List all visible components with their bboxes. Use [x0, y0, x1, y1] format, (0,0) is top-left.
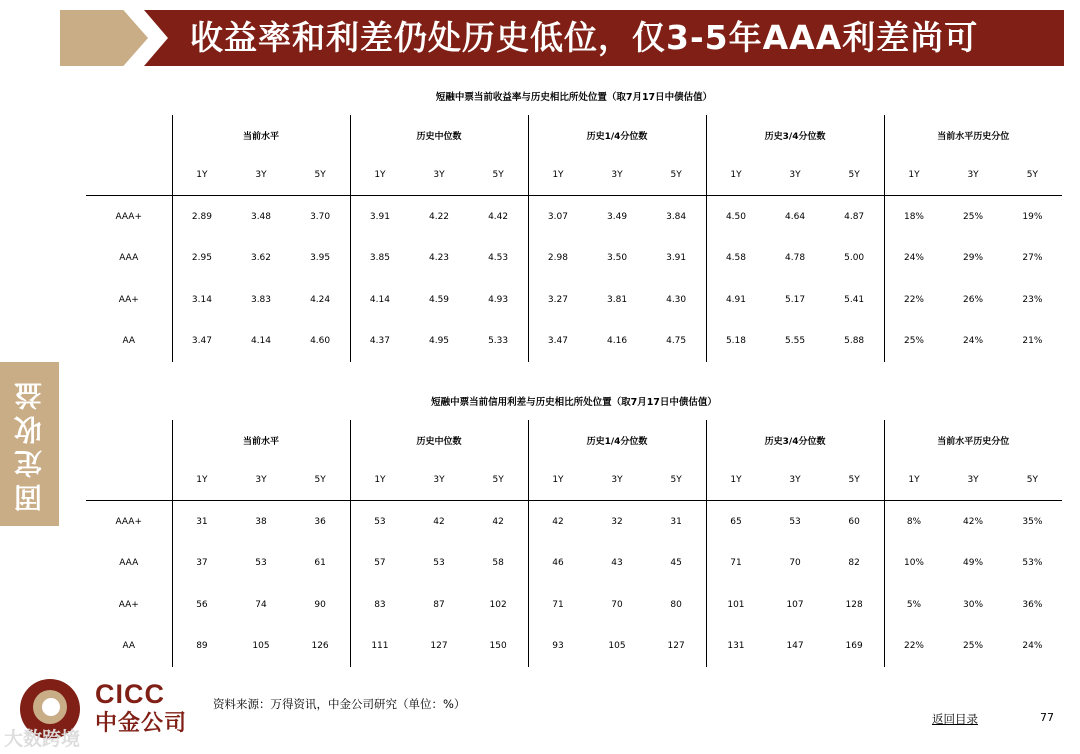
tenor-header: 1Y [528, 155, 587, 196]
value-cell: 87 [433, 599, 445, 610]
tenor-header: 3Y [587, 460, 646, 501]
table-row [86, 238, 1062, 280]
cicc-logo-chinese: 中金公司 [95, 711, 188, 736]
value-cell: 42% [963, 516, 984, 527]
value-cell: 89 [172, 626, 231, 668]
value-cell: 4.95 [428, 336, 450, 347]
value-cell: 4.87 [844, 211, 865, 222]
value-cell: 80 [670, 599, 682, 610]
tenor-header: 1Y [350, 155, 409, 196]
value-cell: 4.14 [250, 336, 272, 347]
value-cell: 3.81 [607, 294, 628, 305]
table1-caption: 短融中票当前收益率与历史相比所处位置（取7月17日中债估值） [435, 92, 713, 103]
value-cell: 70 [789, 558, 801, 569]
value-cell: 3.47 [172, 321, 231, 363]
column-group-header: 历史中位数 [350, 115, 528, 155]
value-cell: 3.27 [528, 279, 587, 321]
cicc-logo-text: CICC [95, 679, 165, 709]
table-row [86, 626, 1062, 668]
tenor-header: 5Y [647, 155, 706, 196]
tenor-header: 5Y [291, 155, 350, 196]
value-cell: 22% [884, 626, 943, 668]
value-cell: 53 [350, 501, 409, 543]
table-row [86, 196, 1062, 238]
value-cell: 18% [884, 196, 943, 238]
value-cell: 5% [884, 584, 943, 626]
tenor-header: 3Y [231, 460, 290, 501]
column-group-header: 历史3/4分位数 [706, 115, 884, 155]
value-cell: 25% [963, 641, 984, 652]
table-row [86, 543, 1062, 585]
table-row [86, 584, 1062, 626]
rating-label: AA [122, 336, 136, 347]
value-cell: 31 [172, 501, 231, 543]
title-chevron-decoration [60, 10, 148, 66]
value-cell: 82 [848, 558, 860, 569]
rating-label: AAA [119, 558, 139, 569]
value-cell: 4.93 [488, 294, 509, 305]
value-cell: 3.47 [528, 321, 587, 363]
tenor-header: 5Y [825, 460, 884, 501]
rating-label: AAA+ [115, 211, 142, 222]
value-cell: 31 [670, 516, 682, 527]
value-cell: 53% [1022, 558, 1043, 569]
page-title: 收益率和利差仍处历史低位，仅3-5年AAA利差尚可 [190, 18, 979, 57]
value-cell: 25% [884, 321, 943, 363]
value-cell: 21% [1022, 336, 1043, 347]
value-cell: 4.59 [428, 294, 450, 305]
value-cell: 4.23 [428, 253, 450, 264]
value-cell: 5.17 [785, 294, 806, 305]
value-cell: 4.14 [350, 279, 409, 321]
tenor-header: 3Y [587, 155, 646, 196]
column-group-header: 当前水平历史分位 [884, 420, 1062, 460]
corner-cell [86, 155, 172, 196]
column-group-header: 当前水平历史分位 [884, 115, 1062, 155]
value-cell: 4.75 [666, 336, 687, 347]
value-cell: 3.83 [250, 294, 272, 305]
value-cell: 61 [314, 558, 326, 569]
value-cell: 74 [255, 599, 267, 610]
tenor-header: 5Y [1003, 460, 1062, 501]
value-cell: 126 [311, 641, 329, 652]
table-row [86, 321, 1062, 363]
column-group-header: 历史1/4分位数 [528, 420, 706, 460]
tenor-header: 5Y [825, 155, 884, 196]
value-cell: 105 [608, 641, 626, 652]
value-cell: 4.78 [785, 253, 806, 264]
value-cell: 105 [252, 641, 270, 652]
tenor-header: 1Y [528, 460, 587, 501]
value-cell: 19% [1022, 211, 1043, 222]
value-cell: 29% [963, 253, 984, 264]
tenor-header: 3Y [765, 155, 824, 196]
value-cell: 5.55 [785, 336, 806, 347]
value-cell: 102 [489, 599, 507, 610]
page-number: 77 [1040, 711, 1054, 724]
column-group-header: 历史1/4分位数 [528, 115, 706, 155]
value-cell: 25% [963, 211, 984, 222]
tenor-header: 5Y [469, 460, 528, 501]
value-cell: 3.49 [607, 211, 628, 222]
value-cell: 71 [706, 543, 765, 585]
value-cell: 5.18 [706, 321, 765, 363]
section-side-tab-label: 固定收益 [12, 376, 46, 512]
value-cell: 4.22 [428, 211, 450, 222]
tenor-header: 1Y [172, 155, 231, 196]
value-cell: 3.91 [666, 253, 687, 264]
column-group-header: 当前水平 [172, 115, 350, 155]
value-cell: 36 [314, 516, 326, 527]
value-cell: 101 [706, 584, 765, 626]
value-cell: 60 [848, 516, 860, 527]
tenor-header: 3Y [409, 155, 468, 196]
value-cell: 5.33 [488, 336, 509, 347]
value-cell: 45 [670, 558, 682, 569]
tenor-header: 5Y [291, 460, 350, 501]
value-cell: 3.91 [350, 196, 409, 238]
value-cell: 71 [528, 584, 587, 626]
value-cell: 53 [789, 516, 801, 527]
table-row [86, 501, 1062, 543]
corner-cell [86, 460, 172, 501]
value-cell: 2.98 [528, 238, 587, 280]
tenor-header: 5Y [647, 460, 706, 501]
value-cell: 4.30 [666, 294, 687, 305]
value-cell: 3.85 [350, 238, 409, 280]
tenor-header: 3Y [943, 460, 1002, 501]
value-cell: 3.48 [250, 211, 272, 222]
table-row [86, 279, 1062, 321]
value-cell: 23% [1022, 294, 1043, 305]
value-cell: 83 [350, 584, 409, 626]
table2-caption: 短融中票当前信用利差与历史相比所处位置（取7月17日中债估值） [431, 397, 717, 408]
value-cell: 128 [845, 599, 863, 610]
rating-label: AA+ [118, 599, 139, 610]
value-cell: 150 [489, 641, 507, 652]
value-cell: 4.24 [310, 294, 331, 305]
value-cell: 5.00 [844, 253, 865, 264]
value-cell: 27% [1022, 253, 1043, 264]
tenor-header: 1Y [884, 155, 943, 196]
tenor-header: 1Y [884, 460, 943, 501]
back-to-contents-link[interactable]: 返回目录 [932, 712, 978, 726]
value-cell: 4.50 [706, 196, 765, 238]
value-cell: 57 [350, 543, 409, 585]
value-cell: 32 [611, 516, 623, 527]
value-cell: 3.14 [172, 279, 231, 321]
value-cell: 70 [611, 599, 623, 610]
value-cell: 30% [963, 599, 984, 610]
value-cell: 53 [255, 558, 267, 569]
value-cell: 93 [528, 626, 587, 668]
value-cell: 8% [884, 501, 943, 543]
column-group-header: 历史中位数 [350, 420, 528, 460]
tenor-header: 3Y [765, 460, 824, 501]
value-cell: 4.60 [310, 336, 331, 347]
value-cell: 4.64 [785, 211, 806, 222]
value-cell: 111 [350, 626, 409, 668]
value-cell: 4.91 [706, 279, 765, 321]
rating-label: AAA [119, 253, 139, 264]
value-cell: 22% [884, 279, 943, 321]
tenor-header: 5Y [1003, 155, 1062, 196]
value-cell: 90 [314, 599, 326, 610]
value-cell: 3.62 [250, 253, 272, 264]
value-cell: 2.89 [172, 196, 231, 238]
value-cell: 4.58 [706, 238, 765, 280]
value-cell: 131 [706, 626, 765, 668]
value-cell: 24% [1022, 641, 1043, 652]
source-note: 资料来源：万得资讯，中金公司研究（单位：%） [213, 697, 466, 711]
tenor-header: 1Y [706, 155, 765, 196]
tenor-header: 1Y [706, 460, 765, 501]
value-cell: 3.95 [310, 253, 331, 264]
value-cell: 24% [884, 238, 943, 280]
value-cell: 127 [430, 641, 448, 652]
value-cell: 4.16 [607, 336, 628, 347]
value-cell: 35% [1022, 516, 1043, 527]
value-cell: 46 [528, 543, 587, 585]
value-cell: 5.88 [844, 336, 865, 347]
value-cell: 26% [963, 294, 984, 305]
value-cell: 3.50 [607, 253, 628, 264]
value-cell: 36% [1022, 599, 1043, 610]
tenor-header: 1Y [172, 460, 231, 501]
value-cell: 42 [492, 516, 504, 527]
tenor-header: 3Y [943, 155, 1002, 196]
value-cell: 53 [433, 558, 445, 569]
value-cell: 24% [963, 336, 984, 347]
value-cell: 3.70 [310, 211, 331, 222]
value-cell: 42 [433, 516, 445, 527]
column-group-header: 历史3/4分位数 [706, 420, 884, 460]
watermark: 大数跨境 [4, 728, 81, 750]
value-cell: 42 [528, 501, 587, 543]
section-side-tab [0, 362, 59, 526]
corner-cell [86, 420, 172, 460]
value-cell: 43 [611, 558, 623, 569]
value-cell: 4.37 [350, 321, 409, 363]
tenor-header: 3Y [231, 155, 290, 196]
value-cell: 58 [492, 558, 504, 569]
rating-label: AA+ [118, 294, 139, 305]
value-cell: 107 [786, 599, 804, 610]
value-cell: 3.84 [666, 211, 687, 222]
value-cell: 56 [172, 584, 231, 626]
value-cell: 127 [667, 641, 685, 652]
tenor-header: 5Y [469, 155, 528, 196]
value-cell: 2.95 [172, 238, 231, 280]
rating-label: AA [122, 641, 136, 652]
value-cell: 147 [786, 641, 804, 652]
corner-cell [86, 115, 172, 155]
value-cell: 49% [963, 558, 984, 569]
value-cell: 3.07 [528, 196, 587, 238]
cicc-logo-mark-hole [42, 698, 60, 716]
value-cell: 4.53 [488, 253, 509, 264]
value-cell: 37 [172, 543, 231, 585]
value-cell: 65 [706, 501, 765, 543]
value-cell: 38 [255, 516, 267, 527]
value-cell: 10% [884, 543, 943, 585]
tenor-header: 1Y [350, 460, 409, 501]
value-cell: 5.41 [844, 294, 865, 305]
yield-position-table [86, 115, 1062, 362]
rating-label: AAA+ [115, 516, 142, 527]
value-cell: 4.42 [488, 211, 509, 222]
value-cell: 169 [845, 641, 863, 652]
column-group-header: 当前水平 [172, 420, 350, 460]
spread-position-table [86, 420, 1062, 667]
tenor-header: 3Y [409, 460, 468, 501]
